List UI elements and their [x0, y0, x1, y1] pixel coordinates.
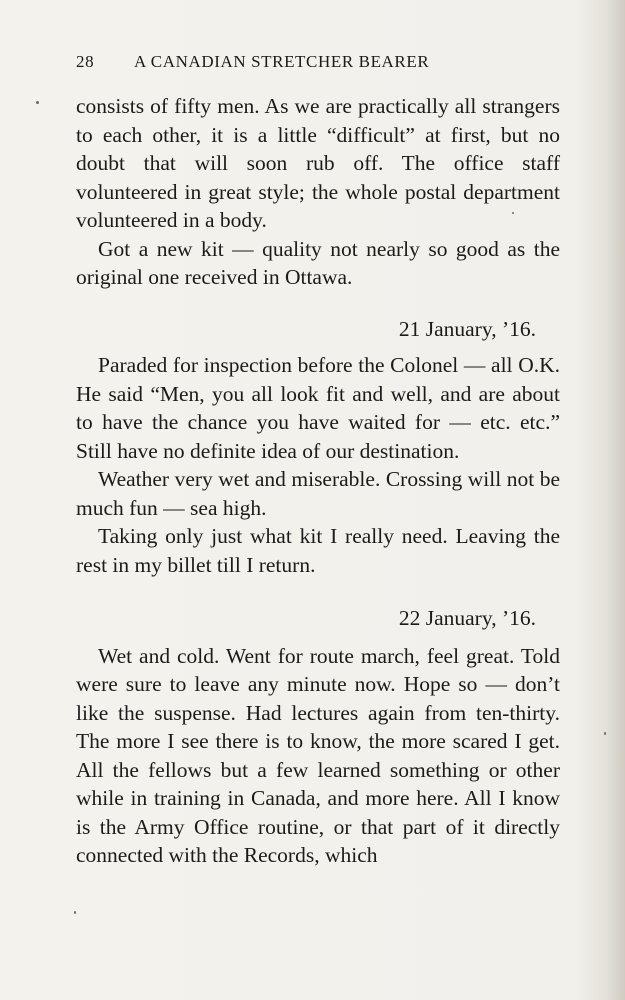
page-body [76, 92, 560, 870]
paragraph-kit: Taking only just what kit I really need. Leaving the rest in my billet till I return. [76, 524, 560, 577]
paragraph-continued: consists of fifty men. As we are practically all strangers to each other, it is a little “difficult” at first, but no doubt that will soon rub off. The office staff volunteered in great style; the whole postal department volunteered in a body. [76, 94, 560, 232]
paragraph-inspection: Paraded for inspection before the Colonel — all O.K. He said “Men, you all look fit and well, and are about to have the chance you have waited for — etc. etc.” Still have no definite idea of our destination. [76, 353, 560, 463]
diary-date-21-january: 21 January, ’16. [398, 316, 536, 341]
diary-date-22-january: 22 January, ’16. [398, 606, 536, 630]
paragraph-weather: Weather very wet and miserable. Crossing will not be much fun — sea high. [76, 467, 560, 520]
print-speck [36, 101, 39, 104]
print-speck [512, 212, 514, 214]
running-title: A CANADIAN STRETCHER BEARER [134, 52, 430, 71]
print-speck [74, 911, 76, 914]
running-head [76, 52, 561, 72]
page-number: 28 [76, 52, 95, 71]
paragraph-new-kit: Got a new kit — quality not nearly so good as the original one received in Ottawa. [76, 236, 560, 289]
print-speck [604, 732, 606, 735]
paragraph-route-march: Wet and cold. Went for route march, feel great. Told were sure to leave any minute now. Hope so — don’t like the suspense. Had lectures again from ten-thirty. The more I see there is to know, the more scared I get. All the fellows but a few learned something or other while in training in Canada, and more here. All I know is the Army Office routine, or that part of it directly connected with the Records, which [76, 643, 560, 867]
